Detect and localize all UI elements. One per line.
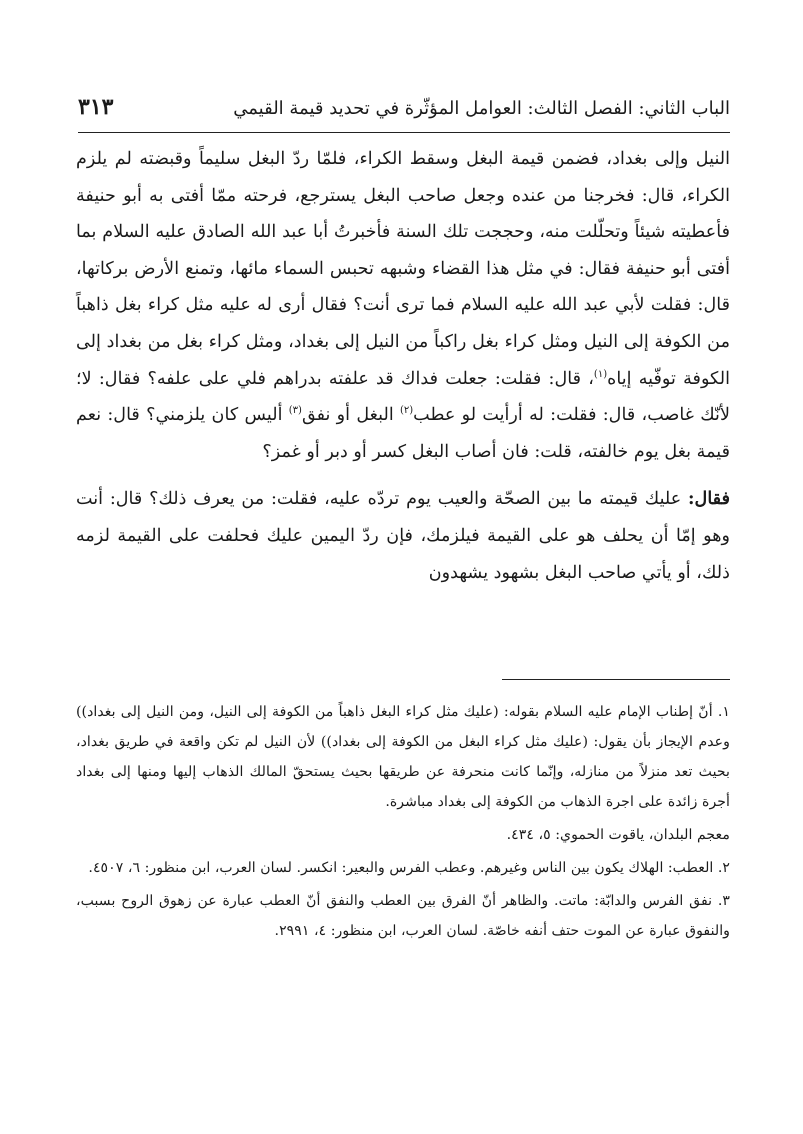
footnote-2: ٢. العطب: الهلاك يكون بين الناس وغيرهم. وعطب الفرس والبعير: انكسر. لسان العرب، ابن منظور: ٦، ٤٥٠٧. [88,860,730,876]
main-text [76,141,730,591]
page-number: ٣١٣ [78,94,114,120]
footnote-separator [502,679,730,680]
footnote-ref-3[interactable]: (٣) [288,405,302,417]
paragraph-2-text: عليك قيمته ما بين الصحّة والعيب يوم تردّه عليه، فقلت: من يعرف ذلك؟ قال: أنت وهو إمّا أن يحلف هو على القيمة فيلزمك، فإن ردّ اليمين عليك فحلفت على القيمة لزمه ذلك، أو يأتي صاحب البغل بشهود يشهدون [76,489,730,583]
paragraph-2-label: فقال: [688,488,730,510]
footnote-ref-2[interactable]: (٢) [399,405,414,417]
footnotes [76,697,730,949]
paragraph-2 [76,481,730,591]
header-title: الباب الثاني: الفصل الثالث: العوامل المؤثّرة في تحديد قيمة القيمي [233,98,730,119]
footnote-1-source: معجم البلدان، ياقوت الحموي: ٥، ٤٣٤. [506,827,730,843]
footnote-ref-1[interactable]: (١) [593,368,608,380]
paragraph-1-text-d: أليس كان يلزمني؟ قال: نعم قيمة بغل يوم خالفته، قلت: فان أصاب البغل كسر أو دبر أو غمز؟ [76,405,730,462]
footnote-3: ٣. نفق الفرس والدابّة: ماتت. والظاهر أنّ الفرق بين العطب والنفق أنّ العطب عبارة عن زهوق الروح بسبب، والنفوق عبارة عن الموت حتف أنفه خاصّة. لسان العرب، ابن منظور: ٤، ٢٩٩١. [76,893,730,939]
running-header [78,92,730,133]
paragraph-1-text: النيل وإلى بغداد، فضمن قيمة البغل وسقط الكراء، فلمّا ردّ البغل سليماً وقبضته لم يلزم الكراء، قال: فخرجنا من عنده وجعل صاحب البغل يسترجع، فرحته ممّا أفتى به أبو حنيفة فأعطيته شيئاً وتحلّلت منه، وحججت تلك السنة فأخبرتُ أبا عبد الله الصادق عليه السلام بما أفتى أبو حنيفة فقال: في مثل هذا القضاء وشبهه تحبس السماء مائها، وتمنع الأرض بركاتها، قال: فقلت لأبي عبد الله عليه السلام فما ترى أنت؟ فقال أرى له عليه مثل كراء بغل ذاهباً من الكوفة إلى النيل ومثل كراء بغل راكباً من النيل إلى بغداد، ومثل كراء بغل من بغداد إلى الكوفة توفّيه إياه [76,149,730,389]
footnote-1: ١. أنّ إطناب الإمام عليه السلام بقوله: (عليك مثل كراء البغل ذاهباً من الكوفة إلى النيل، ومن النيل إلى بغداد)) وعدم الإيجاز بأن يقول: (عليك مثل كراء البغل من الكوفة إلى بغداد)) لأن النيل لم تكن واقعة في طريق بغداد، بحيث تعد منزلاً من منازله، وإنّما كانت منحرفة عن طريقها بحيث يستحقّ المالك الذهاب إليها ومنها إلى بغداد أجرة زائدة على اجرة الذهاب من الكوفة إلى بغداد مباشرة. [76,704,730,810]
paragraph-1 [76,141,730,470]
paragraph-1-text-c: البغل أو نفق [301,405,400,426]
paragraph-1-text-b: ، قال: فقلت: جعلت فداك قد علفته بدراهم فلي على علفه؟ فقال: لا؛ لأنّك غاصب، قال: فقلت: له أرأيت لو عطب [76,368,730,426]
